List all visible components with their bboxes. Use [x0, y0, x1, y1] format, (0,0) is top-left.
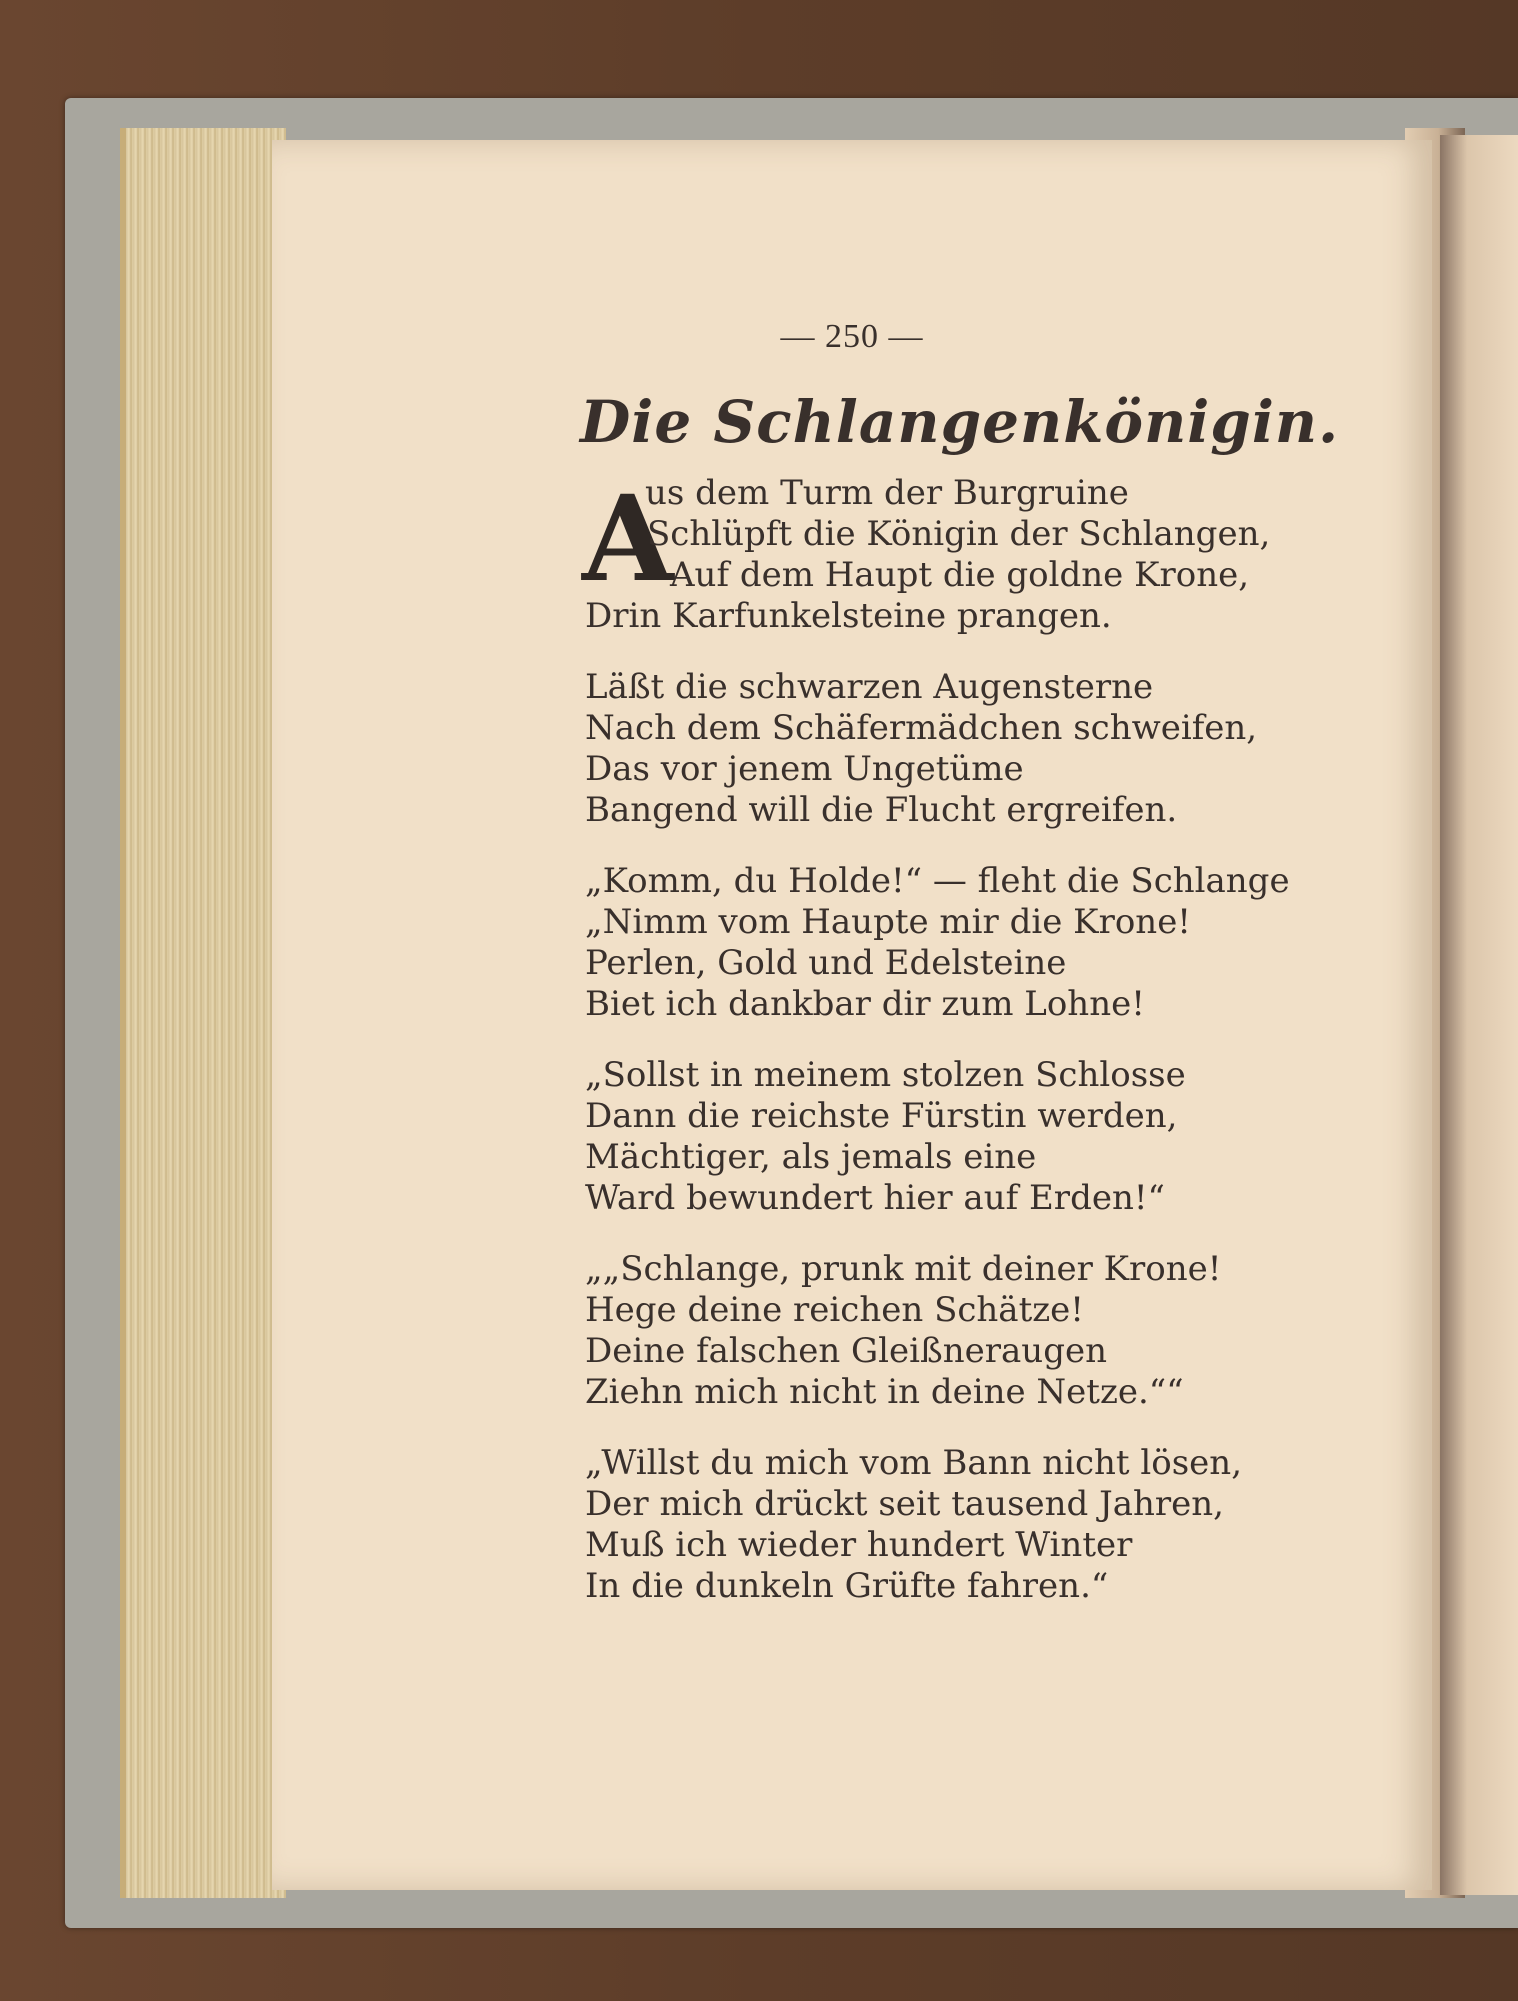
page-text: [272, 140, 1432, 1890]
poem-line: Das vor jenem Ungetüme: [585, 749, 1024, 789]
book-page: [272, 140, 1432, 1890]
poem-line: Muß ich wieder hundert Winter: [585, 1525, 1133, 1565]
poem-line: Bangend will die Flucht ergreifen.: [585, 790, 1178, 830]
facing-page: [1440, 135, 1518, 1895]
poem-line: Perlen, Gold und Edelsteine: [585, 943, 1067, 983]
poem-line: „Willst du mich vom Bann nicht lösen,: [585, 1443, 1243, 1483]
poem-line: us dem Turm der Burgruine: [645, 473, 1129, 513]
poem-line: Deine falschen Gleißneraugen: [585, 1331, 1107, 1371]
poem-line: „Komm, du Holde!“ — fleht die Schlange: [585, 861, 1290, 901]
poem-line: „Sollst in meinem stolzen Schlosse: [585, 1055, 1186, 1095]
poem-line: Ziehn mich nicht in deine Netze.““: [585, 1372, 1184, 1412]
poem-line: „„Schlange, prunk mit deiner Krone!: [585, 1249, 1222, 1289]
poem-line: Auf dem Haupt die goldne Krone,: [670, 555, 1250, 595]
poem-line: Der mich drückt seit tausend Jahren,: [585, 1484, 1224, 1524]
poem-title: Die Schlangenkönigin.: [580, 388, 1340, 456]
stanza-3: [585, 861, 1405, 1025]
poem-line: Läßt die schwarzen Augensterne: [585, 667, 1154, 707]
stanza-1: [585, 473, 1405, 637]
poem-line: Nach dem Schäfermädchen schweifen,: [585, 708, 1258, 748]
poem-line: „Nimm vom Haupte mir die Krone!: [585, 902, 1191, 942]
poem-line: Biet ich dankbar dir zum Lohne!: [585, 984, 1145, 1024]
stanza-4: [585, 1055, 1405, 1219]
poem-line: Ward bewundert hier auf Erden!“: [585, 1178, 1165, 1218]
stanza-5: [585, 1249, 1405, 1413]
poem-line: Dann die reichste Fürstin werden,: [585, 1096, 1178, 1136]
drop-cap: A: [582, 469, 674, 608]
stanza-2: [585, 667, 1405, 831]
poem-line: In die dunkeln Grüfte fahren.“: [585, 1566, 1109, 1606]
poem-line: Hege deine reichen Schätze!: [585, 1290, 1084, 1330]
poem-line: Mächtiger, als jemals eine: [585, 1137, 1037, 1177]
page-number: — 250 —: [780, 318, 924, 355]
poem-line: Drin Karfunkelsteine prangen.: [585, 596, 1112, 636]
page-edges: [120, 128, 286, 1898]
stanza-6: [585, 1443, 1405, 1607]
poem-line: Schlüpft die Königin der Schlangen,: [647, 514, 1271, 554]
poem-body: [585, 473, 1405, 1637]
